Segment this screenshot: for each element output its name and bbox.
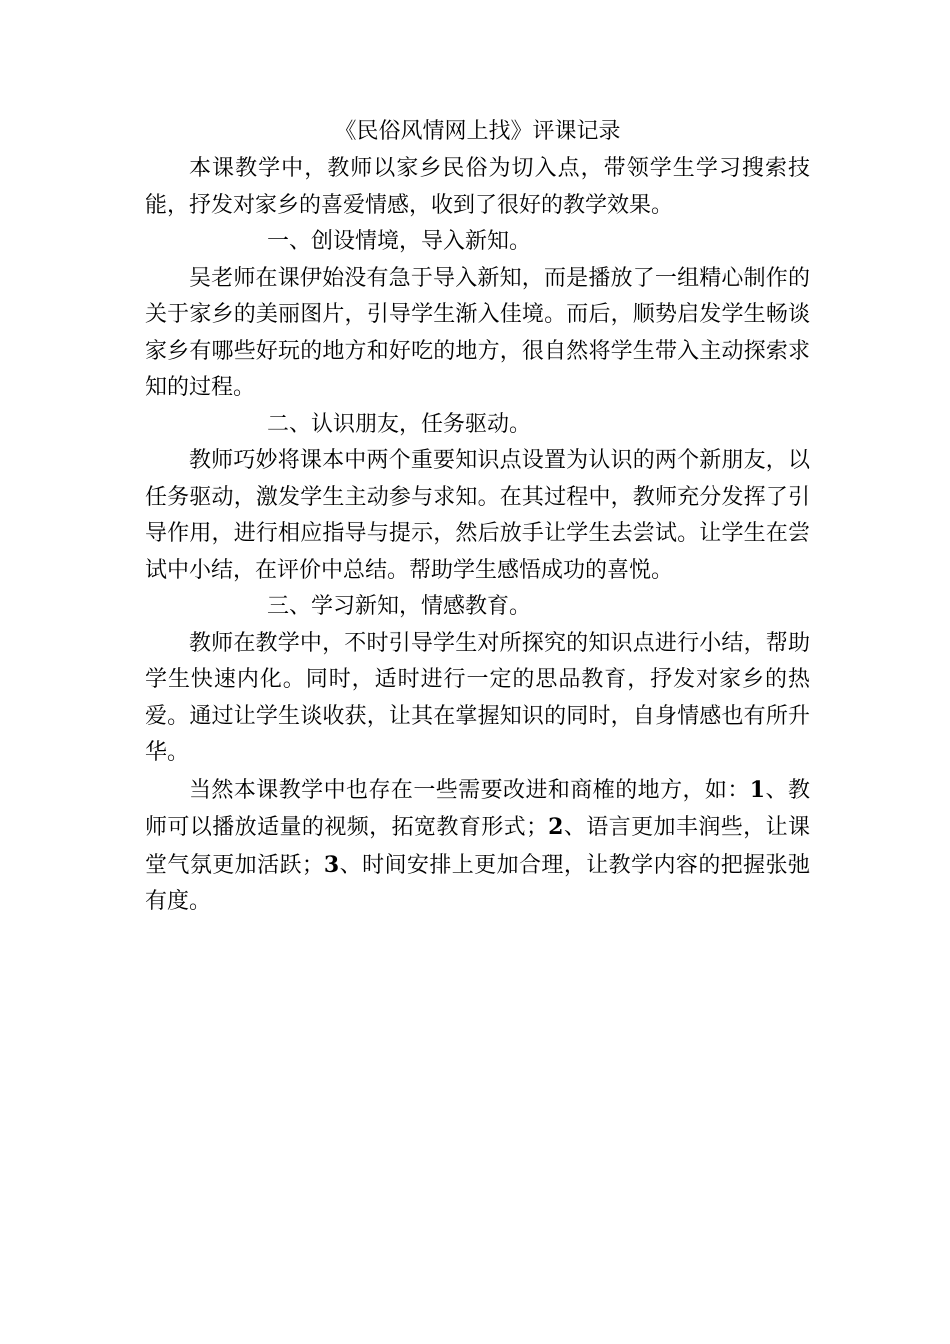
conclusion-paragraph: [145, 772, 810, 921]
document-title: 《民俗风情网上找》评课记录: [334, 119, 621, 144]
conclusion-number-2: 2: [548, 814, 564, 840]
conclusion-number-3: 3: [323, 851, 340, 878]
conclusion-item-3: 、时间安排上更加合理，让教学内容的把握张弛有度。: [145, 852, 810, 914]
conclusion-lead: 当然本课教学中也存在一些需要改进和商榷的地方，如：: [189, 777, 750, 803]
section-heading-2: 二、认识朋友，任务驱动。: [267, 411, 532, 437]
section-heading-3: 三、学习新知，情感教育。: [267, 594, 532, 619]
document-page: [145, 114, 810, 921]
intro-paragraph: 本课教学中，教师以家乡民俗为切入点，带领学生学习搜索技能，抒发对家乡的喜爱情感，收到了很好的教学效果。: [145, 156, 810, 218]
section-heading-1: 一、创设情境，导入新知。: [267, 229, 532, 254]
conclusion-item-1: 、教师可以播放适量的视频，拓宽教育形式；: [145, 777, 810, 840]
section-body-3: 教师在教学中，不时引导学生对所探究的知识点进行小结，帮助学生快速内化。同时，适时进行一定的思品教育，抒发对家乡的热爱。通过让学生谈收获，让其在掌握知识的同时，自身情感也有所升华。: [145, 630, 810, 765]
conclusion-number-1: 1: [749, 776, 766, 803]
conclusion-item-2: 、语言更加丰润些，让课堂气氛更加活跃；: [145, 815, 810, 878]
section-body-1: 吴老师在课伊始没有急于导入新知，而是播放了一组精心制作的关于家乡的美丽图片，引导学生渐入佳境。而后，顺势启发学生畅谈家乡有哪些好玩的地方和好吃的地方，很自然将学生带入主动探索求知的过程。: [145, 265, 810, 400]
section-body-2: 教师巧妙将课本中两个重要知识点设置为认识的两个新朋友，以任务驱动，激发学生主动参与求知。在其过程中，教师充分发挥了引导作用，进行相应指导与提示，然后放手让学生去尝试。让学生在尝试中小结，在评价中总结。帮助学生感悟成功的喜悦。: [145, 448, 810, 583]
